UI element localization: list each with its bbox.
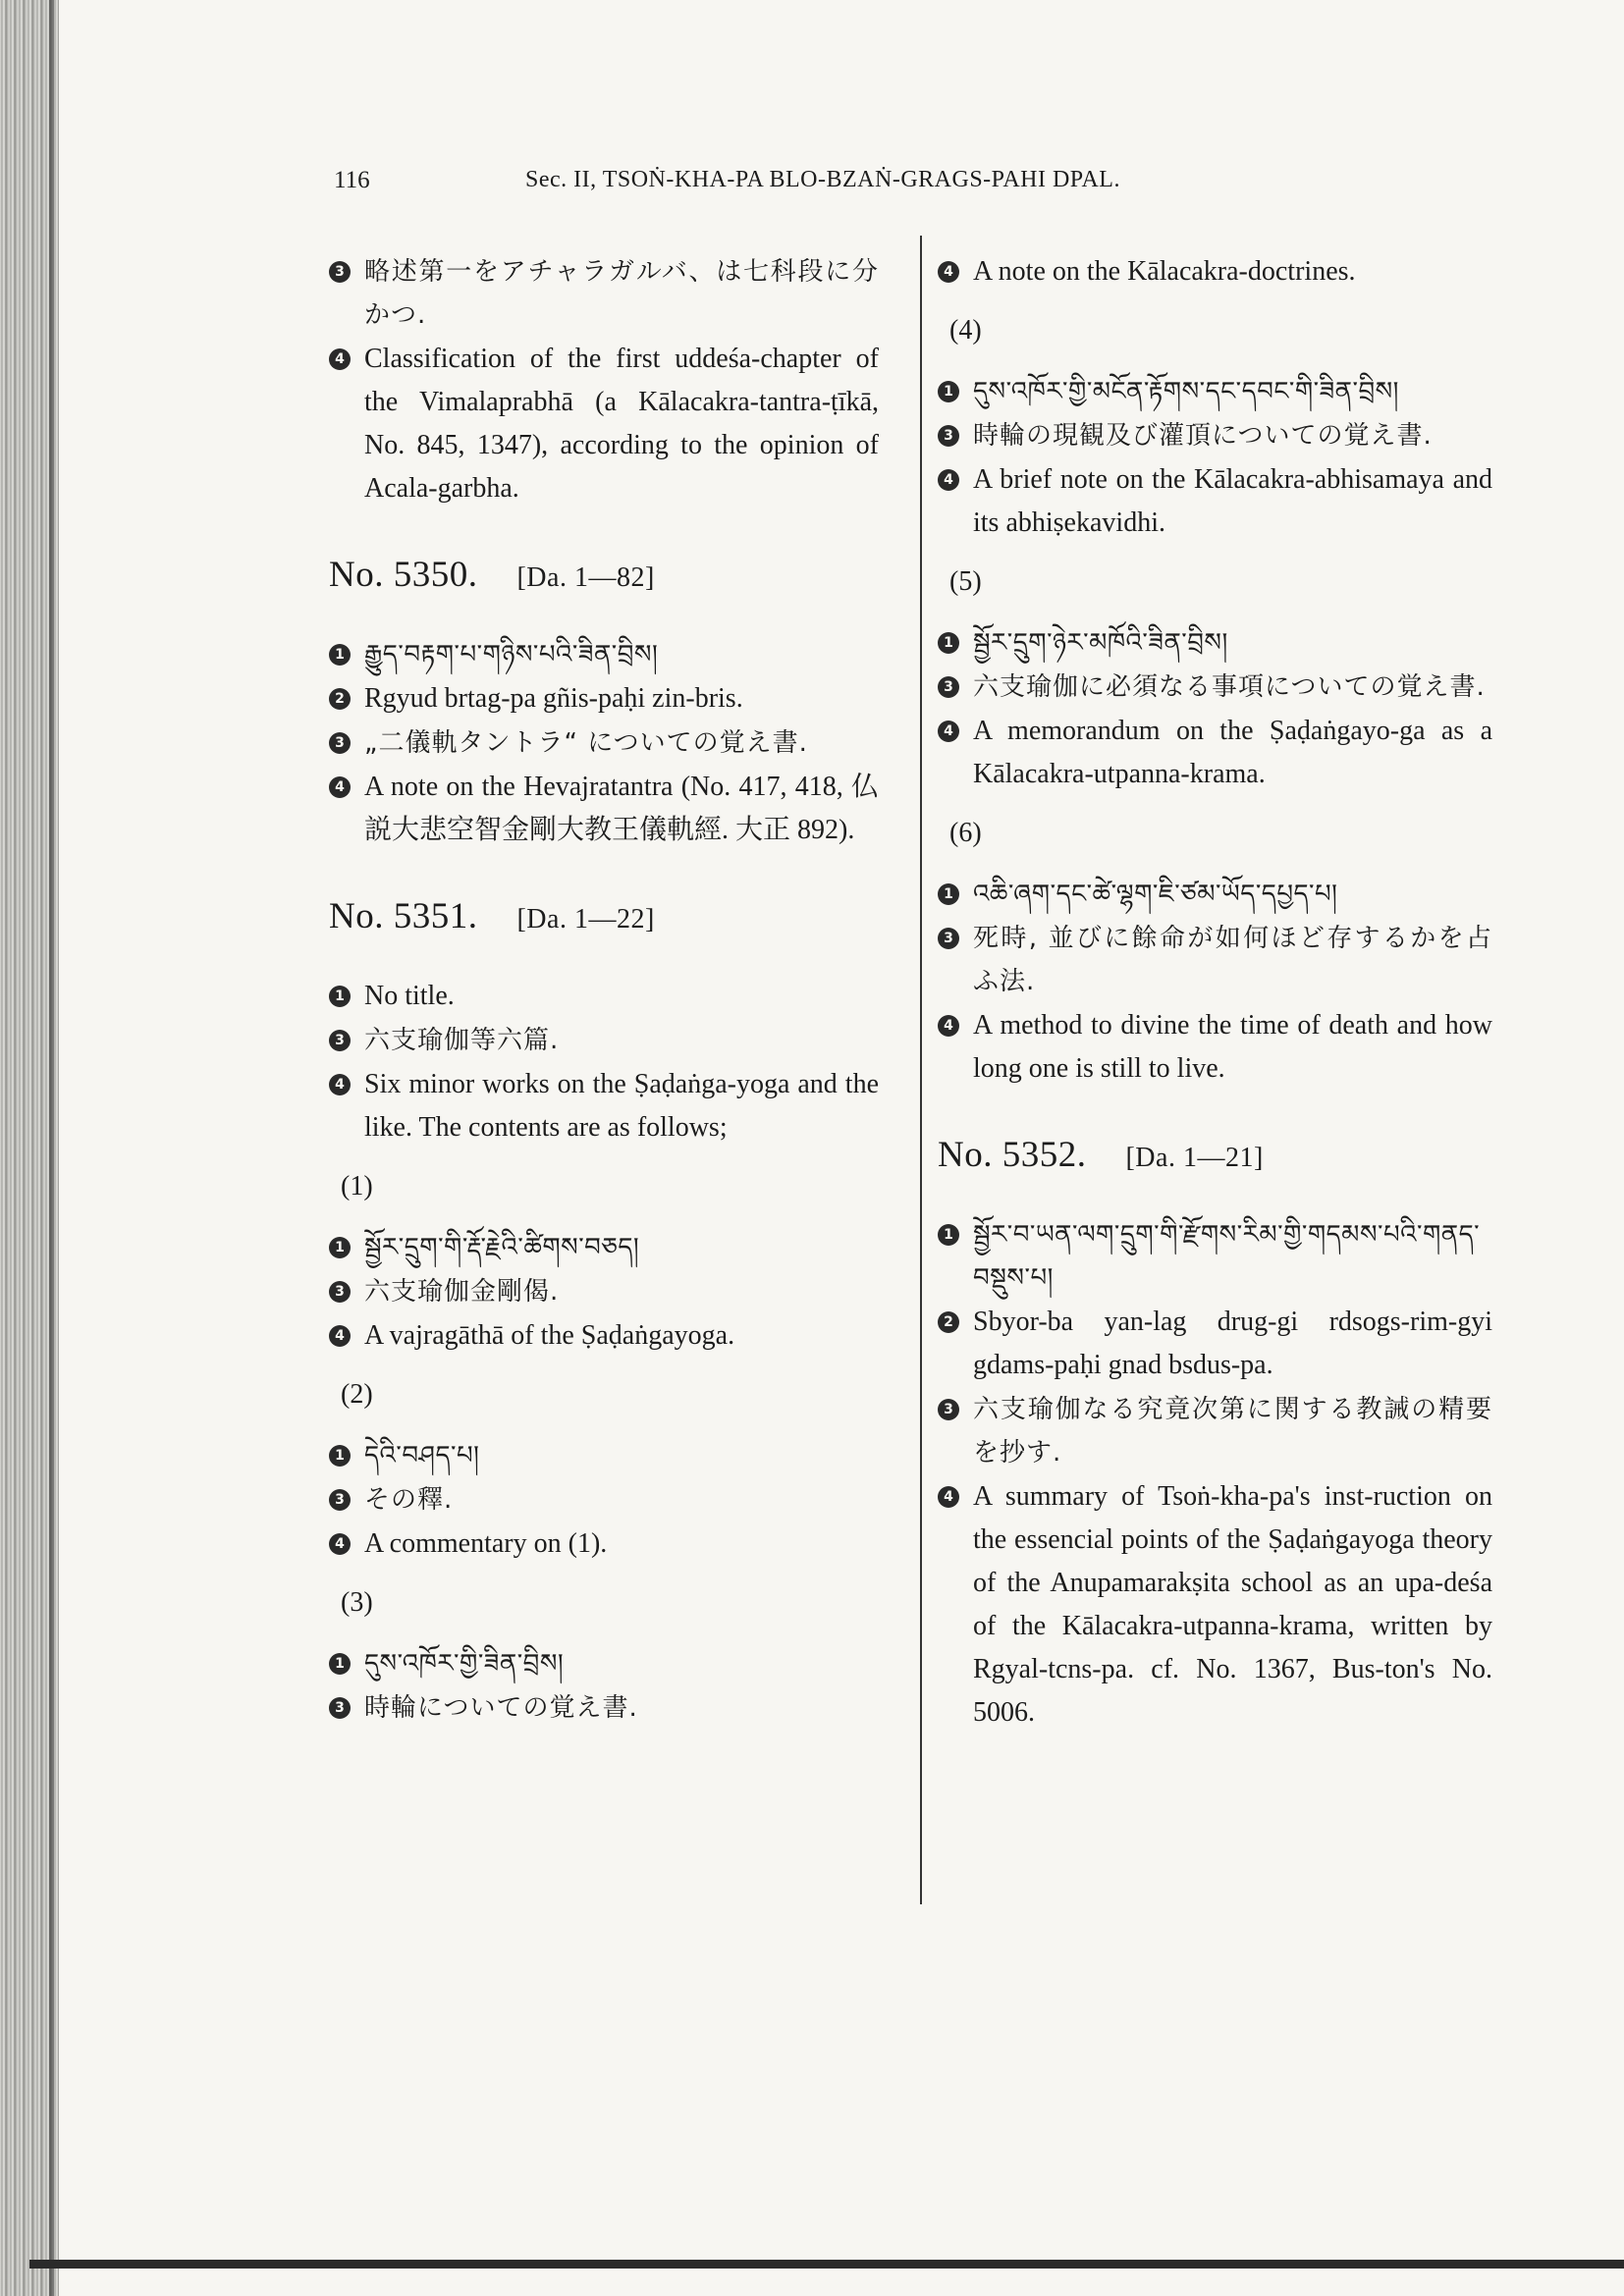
sub-section-label: (6) xyxy=(949,818,982,848)
circled-number-marker: 4 xyxy=(938,469,959,491)
entry-line xyxy=(329,1063,879,1149)
circled-number-marker: 3 xyxy=(329,1030,351,1051)
entry-text-tibetan: སྦྱོར་བ་ཡན་ལག་དྲུག་གི་རྫོགས་རིམ་གྱི་གདམས་པའི་གནད་བསྡུས་པ། xyxy=(973,1220,1481,1293)
catalog-number: No. 5352. xyxy=(938,1135,1087,1175)
catalog-number-5351 xyxy=(329,895,879,937)
circled-number-marker: 3 xyxy=(329,732,351,754)
circled-number-marker: 4 xyxy=(329,348,351,370)
circled-number-marker: 1 xyxy=(938,632,959,654)
entry-line xyxy=(938,1475,1492,1735)
entry-text-japanese: „二儀軌タントラ“ についての覚え書. xyxy=(364,728,808,758)
page-header xyxy=(334,167,1388,206)
entry-text-tibetan: དེའི་བཤད་པ། xyxy=(364,1441,480,1470)
entry-line xyxy=(329,338,879,510)
circled-number-marker: 4 xyxy=(329,1325,351,1347)
entry-text-japanese: 六支瑜伽に必須なる事項についての覚え書. xyxy=(973,672,1486,702)
circled-number-marker: 4 xyxy=(329,1074,351,1095)
entry-line xyxy=(938,458,1492,545)
circled-number-marker: 1 xyxy=(329,1653,351,1675)
entry-line xyxy=(938,250,1492,294)
entry-line xyxy=(938,414,1492,457)
entry-text-tibetan: སྦྱོར་དྲུག་གི་རྡོ་རྗེའི་ཚིགས་བཅད། xyxy=(364,1233,640,1262)
circled-number-marker: 4 xyxy=(329,776,351,798)
entry-text-english: A summary of Tsoṅ-kha-pa's inst-ruction on the essencial points of the Ṣaḍaṅgayoga theory of the Anupamarakṣita school as an upa-deśa of the Kālacakra-utpanna-krama, written by Rgyal-tcns-pa. cf. No. 1367, Bus-ton's No. 5006. xyxy=(973,1481,1492,1728)
entry-line xyxy=(329,975,879,1018)
entry-text-english: A vajragāthā of the Ṣaḍaṅgayoga. xyxy=(364,1320,735,1351)
entry-line xyxy=(329,633,879,676)
entry-line xyxy=(329,677,879,721)
entry-line xyxy=(938,710,1492,796)
entry-text-japanese: 六支瑜伽金剛偈. xyxy=(364,1277,560,1307)
circled-number-marker: 4 xyxy=(938,721,959,742)
circled-number-marker: 4 xyxy=(938,1486,959,1508)
entry-text-english: Classification of the first uddeśa-chapter of the Vimalaprabhā (a Kālacakra-tantra-ṭīkā, No. 845, 1347), according to the opinion of Acala-garbha. xyxy=(364,344,879,504)
circled-number-marker: 3 xyxy=(938,425,959,447)
sub-section-label: (4) xyxy=(949,315,982,346)
entry-text-tibetan: སྦྱོར་དྲུག་ཉེར་མཁོའི་ཟིན་བྲིས། xyxy=(973,628,1228,658)
entry-line xyxy=(938,917,1492,1003)
right-column xyxy=(938,250,1492,1735)
entry-text-english: No title. xyxy=(364,981,455,1011)
entry-text-japanese: 略述第一をアチャラガルバ、は七科段に分かつ. xyxy=(364,257,879,330)
circled-number-marker: 3 xyxy=(329,261,351,283)
entry-text-english: A brief note on the Kālacakra-abhisamaya and its abhiṣekavidhi. xyxy=(973,464,1492,538)
sub-section-label: (1) xyxy=(341,1171,373,1201)
entry-line xyxy=(329,1226,879,1269)
circled-number-marker: 4 xyxy=(938,1015,959,1037)
entry-text-tibetan: འཆི་ཞག་དང་ཚེ་ལྷག་ཇི་ཙམ་ཡོད་དཔྱད་པ། xyxy=(973,880,1338,909)
entry-text-english: A note on the Kālacakra-doctrines. xyxy=(973,256,1356,287)
circled-number-marker: 1 xyxy=(329,644,351,666)
entry-line xyxy=(329,1019,879,1062)
entry-text-japanese: その釋. xyxy=(364,1485,454,1515)
catalog-ref: [Da. 1—82] xyxy=(516,562,655,593)
entry-text-japanese: 時輪についての覚え書. xyxy=(364,1693,638,1723)
binding-shadow xyxy=(49,0,54,2296)
entry-line xyxy=(938,1213,1492,1300)
sub-section-label: (2) xyxy=(341,1379,373,1410)
entry-line xyxy=(329,1270,879,1313)
catalog-number-5352 xyxy=(938,1134,1492,1176)
circled-number-marker: 4 xyxy=(938,261,959,283)
catalog-number-5350 xyxy=(329,554,879,596)
entry-text-japanese: 死時, 並びに餘命が如何ほど存するかを占ふ法. xyxy=(973,924,1492,996)
circled-number-marker: 1 xyxy=(329,1445,351,1467)
entry-text-english: A memorandum on the Ṣaḍaṅgayo-ga as a Kālacakra-utpanna-krama. xyxy=(973,716,1492,789)
entry-text-japanese: 六支瑜伽等六篇. xyxy=(364,1026,560,1055)
entry-line xyxy=(329,721,879,765)
circled-number-marker: 3 xyxy=(938,1399,959,1420)
circled-number-marker: 1 xyxy=(329,986,351,1007)
entry-text-transliteration: Rgyud brtag-pa gñis-paḥi zin-bris. xyxy=(364,683,743,714)
entry-text-english: A method to divine the time of death and how long one is still to live. xyxy=(973,1010,1492,1084)
circled-number-marker: 1 xyxy=(938,883,959,905)
catalog-ref: [Da. 1—22] xyxy=(516,904,655,934)
entry-text-japanese: 六支瑜伽なる究竟次第に関する教誡の精要を抄す. xyxy=(973,1395,1492,1468)
column-divider xyxy=(920,236,922,1904)
page-number: 116 xyxy=(334,167,370,193)
sub-section-label: (3) xyxy=(341,1587,373,1618)
entry-line xyxy=(938,873,1492,916)
entry-line xyxy=(329,1314,879,1358)
entry-line xyxy=(938,370,1492,413)
sub-section-label: (5) xyxy=(949,566,982,597)
entry-line xyxy=(938,1301,1492,1387)
entry-text-tibetan: དུས་འཁོར་གྱི་མངོན་རྟོགས་དང་དབང་གི་ཟིན་བྲིས། xyxy=(973,377,1399,406)
entry-line xyxy=(938,1004,1492,1091)
entry-text-english: A note on the Hevajratantra (No. 417, 418, 仏説大悲空智金剛大教王儀軌經. 大正 892). xyxy=(364,772,879,845)
running-title: Sec. II, TSOṄ-KHA-PA BLO-BZAṄ-GRAGS-PAHI DPAL. xyxy=(525,167,1120,192)
entry-line xyxy=(938,1388,1492,1474)
circled-number-marker: 1 xyxy=(938,1224,959,1246)
circled-number-marker: 4 xyxy=(329,1533,351,1555)
entry-text-english: Six minor works on the Ṣaḍaṅga-yoga and the like. The contents are as follows; xyxy=(364,1069,879,1143)
entry-line xyxy=(938,621,1492,665)
entry-line xyxy=(329,1478,879,1522)
circled-number-marker: 3 xyxy=(938,676,959,698)
entry-line xyxy=(329,766,879,852)
circled-number-marker: 1 xyxy=(938,381,959,402)
circled-number-marker: 3 xyxy=(938,928,959,949)
entry-line xyxy=(329,250,879,337)
circled-number-marker: 3 xyxy=(329,1281,351,1303)
catalog-ref: [Da. 1—21] xyxy=(1125,1143,1264,1173)
circled-number-marker: 3 xyxy=(329,1697,351,1719)
entry-line xyxy=(329,1522,879,1566)
circled-number-marker: 1 xyxy=(329,1237,351,1258)
circled-number-marker: 2 xyxy=(938,1311,959,1333)
catalog-number: No. 5350. xyxy=(329,555,478,595)
entry-line xyxy=(329,1686,879,1730)
left-column xyxy=(329,250,879,1731)
entry-line xyxy=(329,1642,879,1685)
circled-number-marker: 2 xyxy=(329,688,351,710)
catalog-number: No. 5351. xyxy=(329,896,478,936)
circled-number-marker: 3 xyxy=(329,1489,351,1511)
entry-text-tibetan: རྒྱུད་བརྟག་པ་གཉིས་པའི་ཟིན་བྲིས། xyxy=(364,640,659,669)
entry-line xyxy=(329,1434,879,1477)
entry-text-tibetan: དུས་འཁོར་གྱི་ཟིན་བྲིས། xyxy=(364,1649,565,1679)
entry-line xyxy=(938,666,1492,709)
entry-text-english: A commentary on (1). xyxy=(364,1528,608,1559)
entry-text-japanese: 時輪の現観及び灌頂についての覚え書. xyxy=(973,421,1433,451)
entry-text-transliteration: Sbyor-ba yan-lag drug-gi rdsogs-rim-gyi gdams-paḥi gnad bsdus-pa. xyxy=(973,1307,1492,1380)
scan-bottom-edge xyxy=(29,2260,1624,2269)
